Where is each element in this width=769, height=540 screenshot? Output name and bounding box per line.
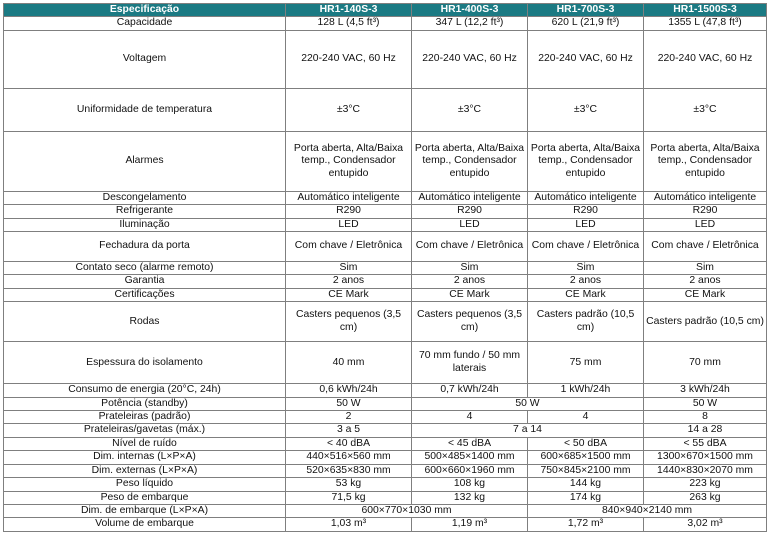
table-cell: 70 mm fundo / 50 mm laterais bbox=[412, 342, 528, 384]
header-model: HR1-400S-3 bbox=[412, 4, 528, 17]
table-cell: 2 anos bbox=[528, 275, 644, 288]
row-label: Espessura do isolamento bbox=[4, 342, 286, 384]
table-cell: 75 mm bbox=[528, 342, 644, 384]
table-cell: Casters padrão (10,5 cm) bbox=[528, 302, 644, 342]
table-cell: 4 bbox=[528, 411, 644, 424]
table-row bbox=[4, 288, 767, 301]
table-row bbox=[4, 478, 767, 491]
table-cell: 4 bbox=[412, 411, 528, 424]
table-cell: 440×516×560 mm bbox=[286, 451, 412, 464]
header-model: HR1-1500S-3 bbox=[644, 4, 767, 17]
table-cell: 2 anos bbox=[286, 275, 412, 288]
header-row bbox=[4, 4, 767, 17]
table-cell: Casters pequenos (3,5 cm) bbox=[286, 302, 412, 342]
table-cell: 223 kg bbox=[644, 478, 767, 491]
table-cell: 53 kg bbox=[286, 478, 412, 491]
table-row bbox=[4, 384, 767, 397]
table-row bbox=[4, 275, 767, 288]
table-cell: CE Mark bbox=[286, 288, 412, 301]
spec-table-container bbox=[3, 3, 767, 532]
table-cell: 750×845×2100 mm bbox=[528, 464, 644, 477]
table-cell: 2 anos bbox=[644, 275, 767, 288]
row-label: Potência (standby) bbox=[4, 397, 286, 410]
table-cell: 0,7 kWh/24h bbox=[412, 384, 528, 397]
row-label: Dim. de embarque (L×P×A) bbox=[4, 504, 286, 517]
table-cell: R290 bbox=[528, 205, 644, 218]
row-label: Capacidade bbox=[4, 17, 286, 30]
table-cell: 108 kg bbox=[412, 478, 528, 491]
table-cell: Porta aberta, Alta/Baixa temp., Condensador entupido bbox=[644, 131, 767, 191]
table-cell: Automático inteligente bbox=[412, 191, 528, 204]
table-cell: 1 kWh/24h bbox=[528, 384, 644, 397]
table-cell: LED bbox=[286, 218, 412, 231]
row-label: Volume de embarque bbox=[4, 518, 286, 531]
table-cell: < 55 dBA bbox=[644, 437, 767, 450]
table-cell: 840×940×2140 mm bbox=[528, 504, 767, 517]
table-cell: 263 kg bbox=[644, 491, 767, 504]
table-cell: 174 kg bbox=[528, 491, 644, 504]
row-label: Voltagem bbox=[4, 30, 286, 88]
table-cell: 1,19 m³ bbox=[412, 518, 528, 531]
table-cell: 0,6 kWh/24h bbox=[286, 384, 412, 397]
table-row bbox=[4, 437, 767, 450]
table-cell: Automático inteligente bbox=[644, 191, 767, 204]
row-label: Garantia bbox=[4, 275, 286, 288]
table-cell: 347 L (12,2 ft³) bbox=[412, 17, 528, 30]
table-cell: Com chave / Eletrônica bbox=[644, 232, 767, 262]
table-cell: CE Mark bbox=[528, 288, 644, 301]
table-row bbox=[4, 451, 767, 464]
table-cell: 220-240 VAC, 60 Hz bbox=[528, 30, 644, 88]
table-cell: LED bbox=[644, 218, 767, 231]
table-cell: ±3°C bbox=[644, 88, 767, 131]
table-cell: Sim bbox=[412, 262, 528, 275]
table-cell: LED bbox=[528, 218, 644, 231]
table-cell: Porta aberta, Alta/Baixa temp., Condensador entupido bbox=[528, 131, 644, 191]
table-cell: 1,72 m³ bbox=[528, 518, 644, 531]
table-cell: 600×660×1960 mm bbox=[412, 464, 528, 477]
row-label: Nível de ruído bbox=[4, 437, 286, 450]
row-label: Certificações bbox=[4, 288, 286, 301]
row-label: Descongelamento bbox=[4, 191, 286, 204]
header-model: HR1-140S-3 bbox=[286, 4, 412, 17]
table-cell: ±3°C bbox=[286, 88, 412, 131]
table-cell: 128 L (4,5 ft³) bbox=[286, 17, 412, 30]
table-row bbox=[4, 232, 767, 262]
table-cell: 600×685×1500 mm bbox=[528, 451, 644, 464]
table-cell: 50 W bbox=[286, 397, 412, 410]
table-cell: Sim bbox=[528, 262, 644, 275]
table-cell: ±3°C bbox=[528, 88, 644, 131]
table-cell: Sim bbox=[286, 262, 412, 275]
table-cell: Com chave / Eletrônica bbox=[286, 232, 412, 262]
table-cell: 50 W bbox=[412, 397, 644, 410]
table-row bbox=[4, 424, 767, 437]
row-label: Peso de embarque bbox=[4, 491, 286, 504]
table-row bbox=[4, 504, 767, 517]
row-label: Alarmes bbox=[4, 131, 286, 191]
table-cell: 14 a 28 bbox=[644, 424, 767, 437]
row-label: Prateleiras (padrão) bbox=[4, 411, 286, 424]
row-label: Iluminação bbox=[4, 218, 286, 231]
header-model: HR1-700S-3 bbox=[528, 4, 644, 17]
table-cell: Casters pequenos (3,5 cm) bbox=[412, 302, 528, 342]
table-row bbox=[4, 302, 767, 342]
table-row bbox=[4, 411, 767, 424]
table-row bbox=[4, 397, 767, 410]
table-cell: 40 mm bbox=[286, 342, 412, 384]
table-cell: 2 bbox=[286, 411, 412, 424]
table-cell: 144 kg bbox=[528, 478, 644, 491]
table-cell: Com chave / Eletrônica bbox=[412, 232, 528, 262]
table-cell: 500×485×1400 mm bbox=[412, 451, 528, 464]
table-cell: 220-240 VAC, 60 Hz bbox=[286, 30, 412, 88]
table-cell: 620 L (21,9 ft³) bbox=[528, 17, 644, 30]
table-cell: 50 W bbox=[644, 397, 767, 410]
table-row bbox=[4, 491, 767, 504]
table-cell: 1,03 m³ bbox=[286, 518, 412, 531]
table-row bbox=[4, 518, 767, 531]
table-cell: 7 a 14 bbox=[412, 424, 644, 437]
table-cell: 3 a 5 bbox=[286, 424, 412, 437]
table-cell: < 50 dBA bbox=[528, 437, 644, 450]
row-label: Fechadura da porta bbox=[4, 232, 286, 262]
table-cell: 2 anos bbox=[412, 275, 528, 288]
table-cell: Porta aberta, Alta/Baixa temp., Condensador entupido bbox=[286, 131, 412, 191]
table-cell: 1440×830×2070 mm bbox=[644, 464, 767, 477]
table-cell: ±3°C bbox=[412, 88, 528, 131]
table-cell: Casters padrão (10,5 cm) bbox=[644, 302, 767, 342]
row-label: Refrigerante bbox=[4, 205, 286, 218]
table-cell: < 40 dBA bbox=[286, 437, 412, 450]
table-cell: CE Mark bbox=[412, 288, 528, 301]
table-cell: 520×635×830 mm bbox=[286, 464, 412, 477]
row-label: Peso líquido bbox=[4, 478, 286, 491]
table-cell: 70 mm bbox=[644, 342, 767, 384]
table-cell: Sim bbox=[644, 262, 767, 275]
table-cell: Porta aberta, Alta/Baixa temp., Condensador entupido bbox=[412, 131, 528, 191]
row-label: Prateleiras/gavetas (máx.) bbox=[4, 424, 286, 437]
table-cell: 220-240 VAC, 60 Hz bbox=[644, 30, 767, 88]
table-cell: R290 bbox=[412, 205, 528, 218]
table-cell: 3 kWh/24h bbox=[644, 384, 767, 397]
spec-body bbox=[4, 17, 767, 531]
table-row bbox=[4, 342, 767, 384]
table-cell: < 45 dBA bbox=[412, 437, 528, 450]
table-row bbox=[4, 464, 767, 477]
table-cell: 1300×670×1500 mm bbox=[644, 451, 767, 464]
table-row bbox=[4, 88, 767, 131]
table-cell: 71,5 kg bbox=[286, 491, 412, 504]
table-cell: 132 kg bbox=[412, 491, 528, 504]
row-label: Contato seco (alarme remoto) bbox=[4, 262, 286, 275]
table-cell: Automático inteligente bbox=[528, 191, 644, 204]
table-cell: CE Mark bbox=[644, 288, 767, 301]
table-cell: 1355 L (47,8 ft³) bbox=[644, 17, 767, 30]
table-cell: R290 bbox=[644, 205, 767, 218]
table-cell: LED bbox=[412, 218, 528, 231]
header-spec: Especificação bbox=[4, 4, 286, 17]
table-cell: Com chave / Eletrônica bbox=[528, 232, 644, 262]
table-cell: Automático inteligente bbox=[286, 191, 412, 204]
table-row bbox=[4, 30, 767, 88]
row-label: Uniformidade de temperatura bbox=[4, 88, 286, 131]
table-row bbox=[4, 262, 767, 275]
row-label: Dim. internas (L×P×A) bbox=[4, 451, 286, 464]
table-cell: 3,02 m³ bbox=[644, 518, 767, 531]
table-row bbox=[4, 205, 767, 218]
table-row bbox=[4, 17, 767, 30]
table-cell: 8 bbox=[644, 411, 767, 424]
row-label: Rodas bbox=[4, 302, 286, 342]
table-row bbox=[4, 218, 767, 231]
spec-table bbox=[3, 3, 767, 532]
row-label: Dim. externas (L×P×A) bbox=[4, 464, 286, 477]
table-cell: R290 bbox=[286, 205, 412, 218]
table-cell: 220-240 VAC, 60 Hz bbox=[412, 30, 528, 88]
table-row bbox=[4, 131, 767, 191]
table-cell: 600×770×1030 mm bbox=[286, 504, 528, 517]
table-row bbox=[4, 191, 767, 204]
row-label: Consumo de energia (20°C, 24h) bbox=[4, 384, 286, 397]
